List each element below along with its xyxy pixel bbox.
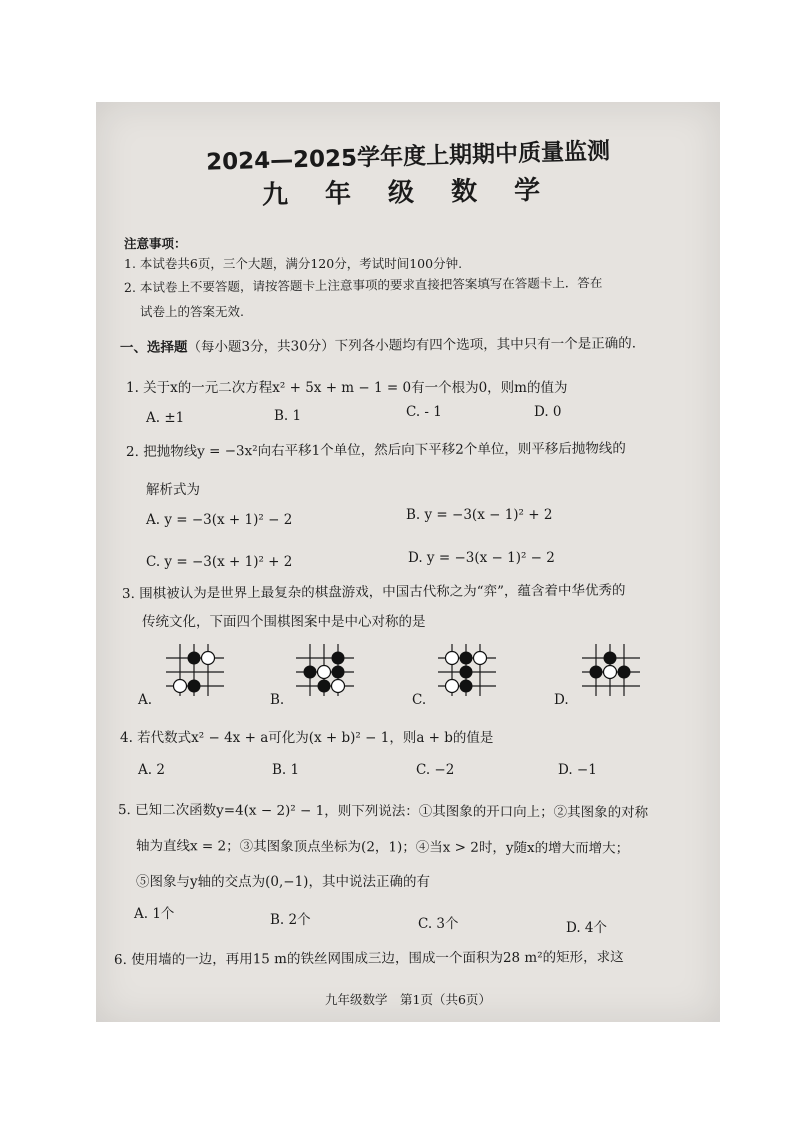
section-1-note: （每小题3分，共30分）下列各小题均有四个选项，其中只有一个是正确的. — [187, 335, 637, 356]
q3-option-c: C. — [412, 692, 427, 708]
question-2-text-2: 解析式为 — [146, 482, 200, 498]
exam-title: 2024—2025学年度上期期中质量监测 — [205, 138, 611, 176]
q1-option-a: A. ±1 — [146, 410, 185, 426]
q4-option-c: C. −2 — [416, 762, 455, 778]
q5-option-b: B. 2个 — [270, 912, 311, 928]
exam-subject: 九 年 级 数 学 — [261, 175, 555, 211]
question-4-text: 4. 若代数式x² − 4x + a可化为(x + b)² − 1，则a + b的值是 — [120, 730, 494, 746]
q1-option-b: B. 1 — [274, 408, 302, 424]
q1-option-c: C. - 1 — [406, 404, 442, 420]
q2-option-a: A. y = −3(x + 1)² − 2 — [146, 512, 293, 528]
question-6-text: 6. 使用墙的一边，再用15 m的铁丝网围成三边，围成一个面积为28 m²的矩形，求这 — [113, 949, 624, 968]
question-1-text: 1. 关于x的一元二次方程x² + 5x + m − 1 = 0有一个根为0，则m的值为 — [126, 380, 568, 396]
go-board-c — [436, 642, 498, 698]
question-5-text-2: 轴为直线x = 2；③其图象顶点坐标为(2，1)；④当x > 2时，y随x的增大而增大； — [135, 838, 630, 857]
go-board-a — [164, 642, 226, 698]
notice-item-1: 1. 本试卷共6页，三个大题，满分120分，考试时间100分钟. — [124, 256, 463, 271]
question-5-text-3: ⑤图象与y轴的交点为(0,−1)，其中说法正确的有 — [136, 874, 430, 890]
q1-option-d: D. 0 — [534, 404, 562, 420]
page-footer: 九年级数学 第1页（共6页） — [325, 992, 491, 1007]
notice-item-2: 2. 本试卷上不要答题，请按答题卡上注意事项的要求直接把答案填写在答题卡上．答在 — [123, 274, 603, 295]
q5-option-a: A. 1个 — [134, 906, 175, 922]
go-board-d — [580, 642, 642, 698]
q3-option-a: A. — [138, 692, 153, 708]
q2-option-b: B. y = −3(x − 1)² + 2 — [406, 507, 553, 523]
q3-option-b: B. — [270, 692, 285, 708]
q5-option-c: C. 3个 — [418, 916, 459, 932]
question-5-text: 5. 已知二次函数y=4(x − 2)² − 1，则下列说法：①其图象的开口向上；②其图象的对称 — [117, 802, 649, 821]
q3-option-d: D. — [554, 692, 569, 708]
section-1-heading: 一、选择题 — [119, 339, 188, 356]
notice-item-3: 试卷上的答案无效. — [140, 304, 244, 319]
q4-option-a: A. 2 — [138, 762, 165, 778]
section-1-header — [120, 331, 636, 356]
q4-option-d: D. −1 — [558, 762, 597, 778]
q2-option-d: D. y = −3(x − 1)² − 2 — [408, 550, 555, 566]
q2-option-c: C. y = −3(x + 1)² + 2 — [146, 554, 293, 570]
go-board-b — [294, 642, 356, 698]
question-3-text-2: 传统文化，下面四个围棋图案中是中心对称的是 — [142, 614, 426, 630]
exam-paper — [96, 102, 720, 1022]
q5-option-d: D. 4个 — [566, 920, 608, 936]
question-3-text: 3. 围棋被认为是世界上最复杂的棋盘游戏，中国古代称之为“弈”，蕴含着中华优秀的 — [121, 582, 626, 602]
question-2-text: 2. 把抛物线y = −3x²向右平移1个单位，然后向下平移2个单位，则平移后抛物线的 — [125, 440, 626, 460]
q4-option-b: B. 1 — [272, 762, 300, 778]
notice-heading: 注意事项： — [124, 236, 187, 251]
